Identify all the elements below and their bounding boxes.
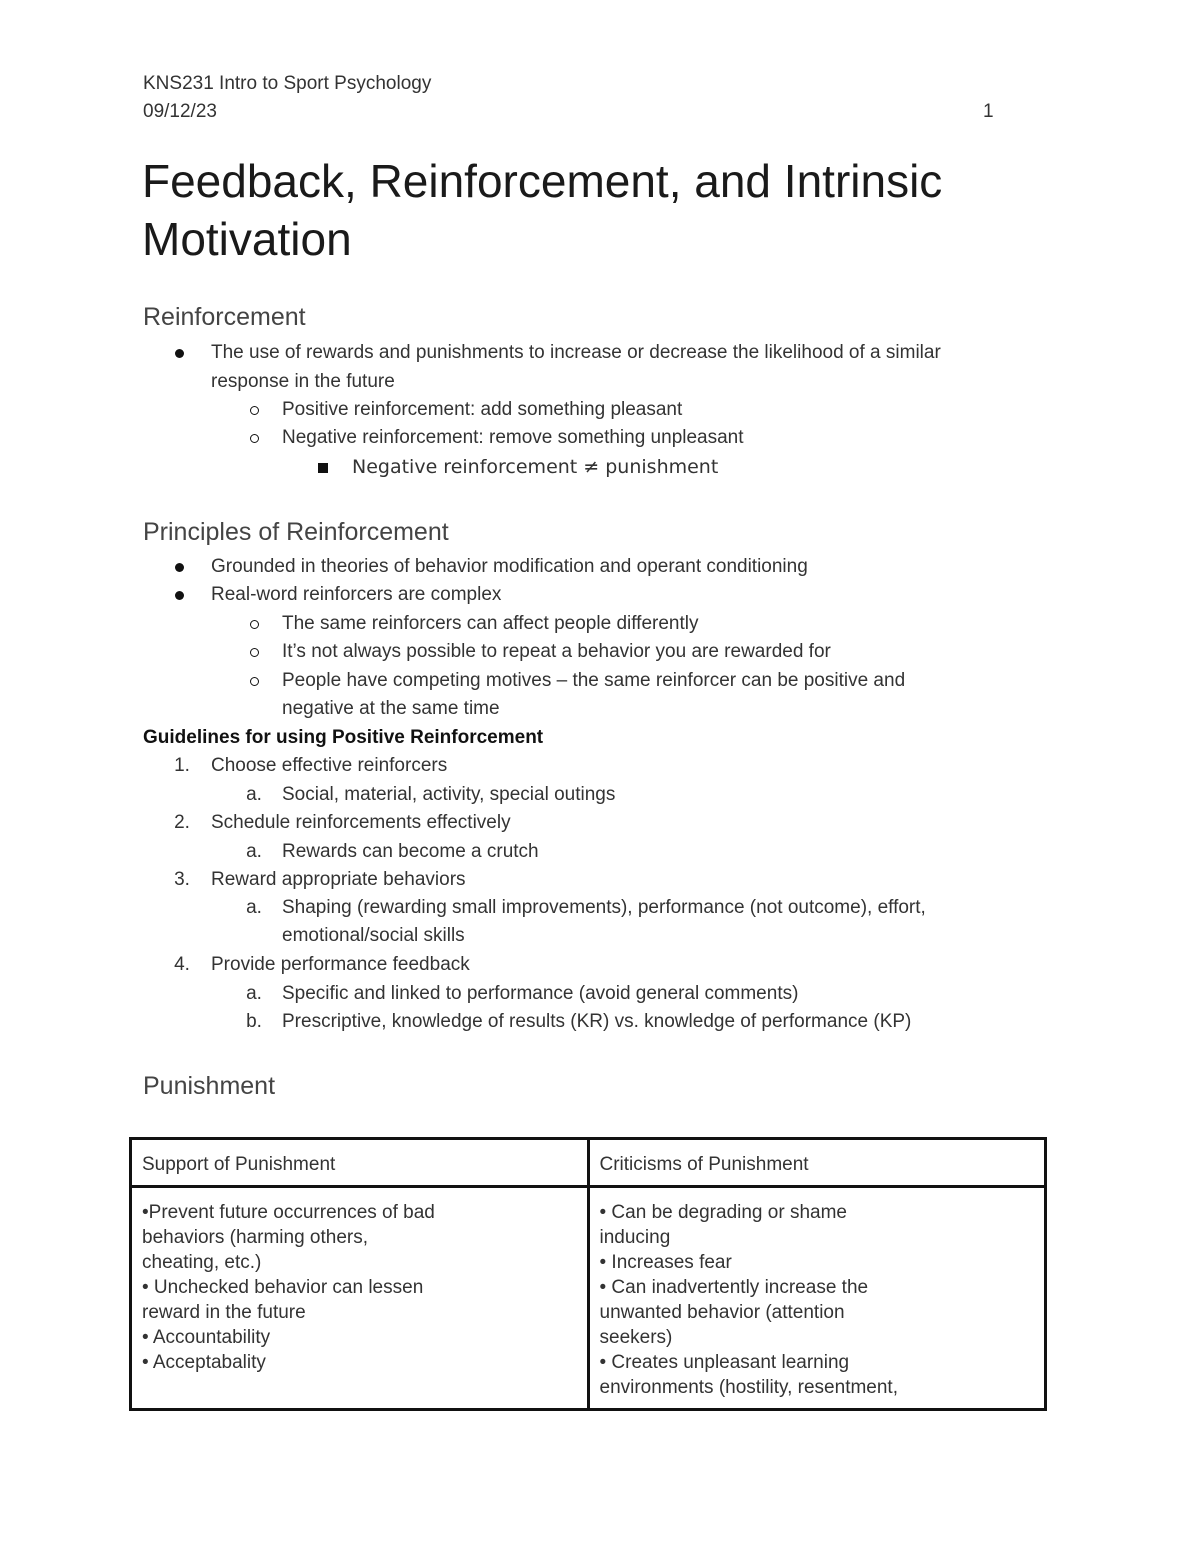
header-date: 09/12/23: [143, 101, 217, 122]
list-marker: a.: [246, 983, 262, 1004]
cell-line: inducing: [599, 1227, 671, 1248]
list-marker: 3.: [174, 869, 190, 890]
list-item: It’s not always possible to repeat a behavior you are rewarded for: [282, 641, 831, 662]
table-header-support: Support of Punishment: [131, 1139, 589, 1187]
cell-line: cheating, etc.): [142, 1252, 262, 1273]
page-number: 1: [983, 101, 994, 122]
bullet-dot: [175, 591, 184, 600]
list-item: Real-word reinforcers are complex: [211, 584, 502, 605]
cell-line: • Increases fear: [599, 1252, 732, 1273]
list-item: Shaping (rewarding small improvements), performance (not outcome), effort,: [282, 897, 926, 918]
list-item: Rewards can become a crutch: [282, 841, 539, 862]
title-line-2: Motivation: [142, 213, 352, 265]
cell-line: seekers): [599, 1327, 673, 1348]
cell-line: • Unchecked behavior can lessen: [142, 1277, 424, 1298]
cell-line: environments (hostility, resentment,: [599, 1377, 898, 1398]
list-item: Social, material, activity, special outings: [282, 784, 616, 805]
table-row: [131, 1187, 1046, 1410]
cell-line: • Can be degrading or shame: [599, 1202, 847, 1223]
heading-principles: Principles of Reinforcement: [143, 518, 449, 546]
list-item: Negative reinforcement ≠ punishment: [352, 456, 719, 478]
cell-line: unwanted behavior (attention: [599, 1302, 845, 1323]
list-item: The same reinforcers can affect people differently: [282, 613, 699, 634]
list-item: Provide performance feedback: [211, 954, 470, 975]
list-item: Reward appropriate behaviors: [211, 869, 466, 890]
bullet-dot: [175, 349, 184, 358]
list-item: Prescriptive, knowledge of results (KR) vs. knowledge of performance (KP): [282, 1011, 912, 1032]
cell-line: • Accountability: [142, 1327, 271, 1348]
bullet-square: [318, 463, 328, 473]
cell-line: • Creates unpleasant learning: [599, 1352, 850, 1373]
page-title: [142, 152, 1102, 268]
list-marker: a.: [246, 897, 262, 918]
bullet-circle: [250, 620, 259, 629]
header-course: KNS231 Intro to Sport Psychology: [143, 73, 432, 94]
punishment-table: [129, 1137, 1047, 1411]
list-item-continuation: emotional/social skills: [282, 925, 465, 946]
cell-line: • Acceptabality: [142, 1352, 266, 1373]
heading-punishment: Punishment: [143, 1072, 276, 1100]
guidelines-heading: Guidelines for using Positive Reinforcement: [143, 727, 544, 748]
criticism-cell: [588, 1187, 1046, 1410]
support-cell: [131, 1187, 589, 1410]
list-marker: 2.: [174, 812, 190, 833]
list-item: Choose effective reinforcers: [211, 755, 448, 776]
cell-line: • Can inadvertently increase the: [599, 1277, 869, 1298]
list-item: Negative reinforcement: remove something unpleasant: [282, 427, 744, 448]
list-item: The use of rewards and punishments to increase or decrease the likelihood of a similar: [211, 342, 941, 363]
list-marker: a.: [246, 784, 262, 805]
bullet-circle: [250, 648, 259, 657]
cell-line: behaviors (harming others,: [142, 1227, 368, 1248]
cell-line: •Prevent future occurrences of bad: [142, 1202, 435, 1223]
cell-line: reward in the future: [142, 1302, 306, 1323]
list-item: Grounded in theories of behavior modification and operant conditioning: [211, 556, 808, 577]
list-item: Specific and linked to performance (avoid general comments): [282, 983, 799, 1004]
bullet-circle: [250, 434, 259, 443]
bullet-circle: [250, 677, 259, 686]
bullet-circle: [250, 406, 259, 415]
title-line-1: Feedback, Reinforcement, and Intrinsic: [142, 155, 943, 207]
list-item: People have competing motives – the same reinforcer can be positive and: [282, 670, 906, 691]
list-marker: 1.: [174, 755, 190, 776]
list-item: Positive reinforcement: add something pleasant: [282, 399, 683, 420]
heading-reinforcement: Reinforcement: [143, 303, 306, 331]
list-item: Schedule reinforcements effectively: [211, 812, 511, 833]
list-marker: a.: [246, 841, 262, 862]
list-marker: 4.: [174, 954, 190, 975]
table-header-row: [131, 1139, 1046, 1187]
bullet-dot: [175, 563, 184, 572]
list-item-continuation: negative at the same time: [282, 698, 500, 719]
list-item-continuation: response in the future: [211, 371, 395, 392]
table-header-criticisms: Criticisms of Punishment: [588, 1139, 1046, 1187]
list-marker: b.: [246, 1011, 262, 1032]
